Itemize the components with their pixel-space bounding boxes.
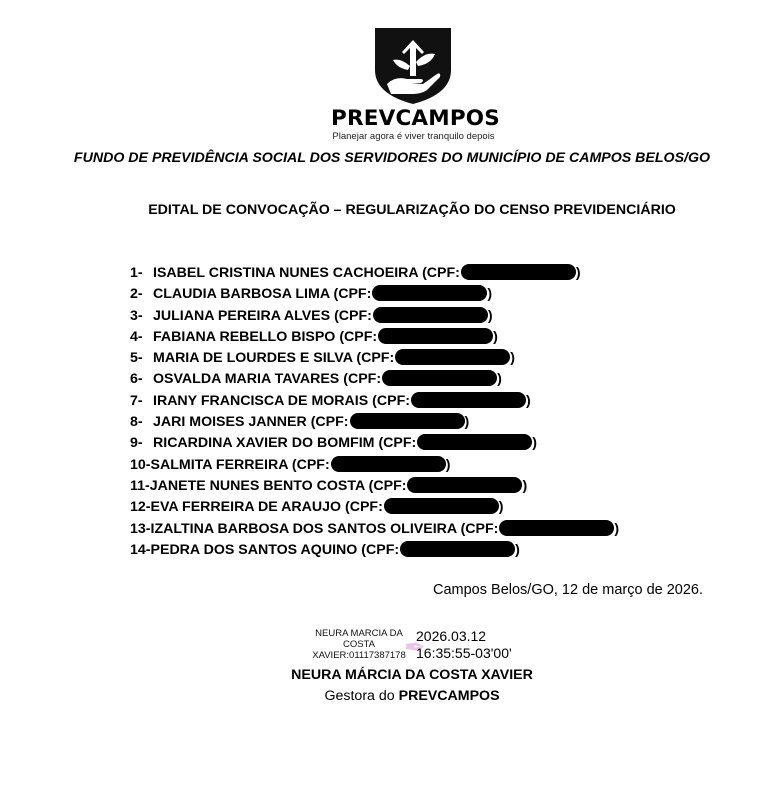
list-item-name: OSVALDA MARIA TAVARES	[153, 371, 340, 388]
list-item-name: MARIA DE LOURDES E SILVA	[153, 350, 353, 367]
list-item-number: 9-	[130, 435, 143, 452]
redacted-cpf	[331, 456, 446, 472]
list-item-number: 1-	[130, 265, 143, 281]
list-item	[130, 497, 619, 518]
cpf-prefix: (CPF:	[372, 392, 410, 409]
list-item-name: JULIANA PEREIRA ALVES	[153, 307, 331, 324]
redacted-cpf	[372, 285, 487, 301]
list-item-number: 5-	[130, 350, 143, 367]
list-item	[130, 433, 619, 454]
list-item-number: 6-	[130, 371, 143, 388]
redacted-cpf	[373, 307, 488, 323]
list-item-name: PEDRA DOS SANTOS AQUINO	[150, 541, 358, 558]
signer-role-prefix: Gestora do	[324, 688, 395, 704]
redacted-cpf	[350, 413, 465, 429]
digital-signature-stamp-icon: ✒	[404, 632, 426, 662]
cpf-prefix: (CPF:	[361, 541, 400, 558]
digital-signature-datetime	[416, 628, 512, 662]
digital-signature-signer-line: XAVIER:01117387178	[312, 650, 406, 661]
cpf-suffix: )	[522, 477, 528, 494]
cpf-prefix: (CPF:	[291, 456, 330, 473]
redacted-cpf	[499, 520, 614, 536]
digital-signature-signer	[305, 628, 413, 661]
list-item	[130, 348, 619, 369]
list-item-number: 13-	[130, 520, 151, 537]
list-item-number: 8-	[130, 414, 143, 431]
shield-hand-plant-icon	[373, 24, 453, 104]
cpf-prefix: (CPF:	[333, 286, 372, 303]
list-item-number: 12-	[130, 499, 151, 516]
list-item	[130, 540, 619, 561]
redacted-cpf	[400, 541, 515, 557]
cpf-prefix: (CPF:	[334, 307, 372, 324]
digital-signature-signer-line: NEURA MARCIA DA	[315, 628, 403, 639]
cpf-prefix: (CPF:	[378, 435, 417, 452]
list-item	[130, 519, 619, 540]
list-item-name: ISABEL CRISTINA NUNES CACHOEIRA	[153, 265, 419, 281]
fund-name: FUNDO DE PREVIDÊNCIA SOCIAL DOS SERVIDORES DO MUNICÍPIO DE CAMPOS BELOS/GO	[73, 150, 711, 166]
digital-signature-time: 16:35:55-03'00'	[416, 645, 512, 661]
list-item	[130, 306, 619, 327]
cpf-suffix: )	[498, 499, 504, 516]
cpf-prefix: (CPF:	[310, 414, 349, 431]
list-item	[130, 327, 619, 348]
cpf-suffix: )	[525, 392, 531, 409]
redacted-cpf	[407, 477, 522, 493]
cpf-prefix: (CPF:	[460, 520, 499, 537]
list-item-name: CLAUDIA BARBOSA LIMA	[153, 286, 330, 303]
cpf-suffix: )	[510, 350, 515, 367]
cpf-prefix: (CPF:	[344, 499, 383, 516]
cpf-prefix: (CPF:	[343, 371, 382, 388]
cpf-prefix: (CPF:	[368, 477, 407, 494]
list-item	[130, 391, 619, 412]
list-item-name: IRANY FRANCISCA DE MORAIS	[153, 392, 369, 409]
cpf-suffix: )	[487, 307, 493, 324]
list-item-number: 10-	[130, 456, 151, 473]
redacted-cpf	[417, 434, 532, 450]
list-item-name: RICARDINA XAVIER DO BOMFIM	[153, 435, 375, 452]
brand-name: PREVCAMPOS	[331, 106, 500, 131]
list-item-name: JANETE NUNES BENTO COSTA	[149, 477, 365, 494]
cpf-suffix: )	[497, 371, 502, 388]
list-item-name: SALMITA FERREIRA	[150, 456, 288, 473]
digital-signature-date: 2026.03.12	[416, 628, 487, 644]
list-item	[130, 412, 619, 433]
prevcampos-logo	[331, 24, 500, 144]
list-item	[130, 476, 619, 497]
place-and-date: Campos Belos/GO, 12 de março de 2026.	[433, 582, 704, 598]
cpf-suffix: )	[515, 541, 520, 558]
list-item-number: 7-	[130, 392, 143, 409]
list-item-number: 11-	[130, 477, 150, 494]
list-item	[130, 455, 619, 476]
list-item	[130, 263, 619, 284]
cpf-suffix: )	[445, 456, 451, 473]
cpf-suffix: )	[532, 435, 537, 452]
cpf-suffix: )	[464, 414, 470, 431]
list-item-number: 4-	[130, 328, 143, 345]
list-item-number: 14-	[130, 541, 151, 558]
cpf-suffix: )	[493, 328, 498, 345]
document-title: EDITAL DE CONVOCAÇÃO – REGULARIZAÇÃO DO CENSO PREVIDENCIÁRIO	[148, 202, 676, 218]
cpf-prefix: (CPF:	[422, 265, 460, 281]
redacted-cpf	[411, 392, 526, 408]
list-item-number: 2-	[130, 286, 143, 303]
brand-slogan: Planejar agora é viver tranquilo depois	[332, 131, 495, 142]
cpf-prefix: (CPF:	[339, 328, 378, 345]
convocation-list	[130, 263, 619, 561]
cpf-prefix: (CPF:	[356, 350, 395, 367]
redacted-cpf	[384, 498, 499, 514]
redacted-cpf	[395, 349, 510, 365]
list-item-name: IZALTINA BARBOSA DOS SANTOS OLIVEIRA	[150, 520, 457, 537]
cpf-suffix: )	[614, 520, 620, 537]
redacted-cpf	[382, 370, 497, 386]
list-item-name: FABIANA REBELLO BISPO	[153, 328, 336, 345]
signer-role-org: PREVCAMPOS	[398, 688, 500, 704]
list-item-name: EVA FERREIRA DE ARAUJO	[150, 499, 342, 516]
signer-name: NEURA MÁRCIA DA COSTA XAVIER	[291, 667, 533, 683]
cpf-suffix: )	[487, 286, 493, 303]
redacted-cpf	[461, 264, 576, 280]
digital-signature-signer-line: COSTA	[342, 639, 376, 650]
redacted-cpf	[378, 328, 493, 344]
cpf-suffix: )	[575, 265, 581, 281]
signer-role	[0, 688, 784, 704]
list-item	[130, 284, 619, 305]
list-item-number: 3-	[130, 307, 143, 324]
list-item	[130, 369, 619, 390]
list-item-name: JARI MOISES JANNER	[153, 414, 307, 431]
